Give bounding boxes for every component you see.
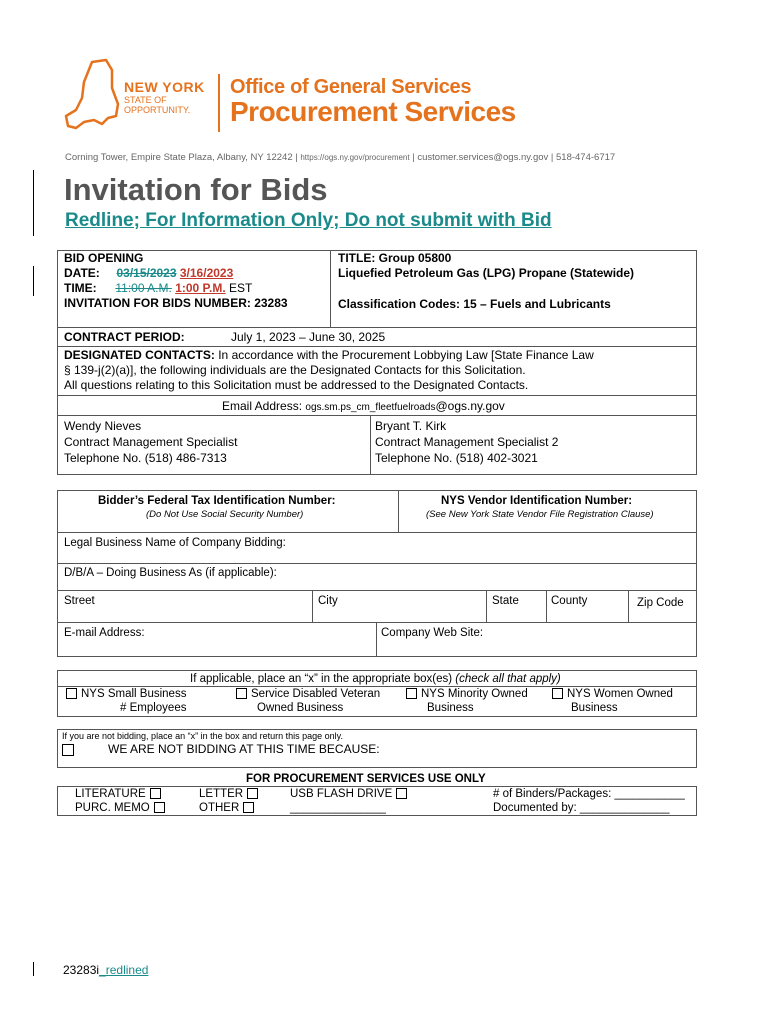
other-option: [199, 801, 258, 815]
option-line1: Service Disabled Veteran: [251, 688, 381, 700]
divider: [57, 327, 697, 328]
redline-note: Redline; For Information Only; Do not submit with Bid: [65, 210, 552, 231]
instruction-italic: (check all that apply): [455, 673, 561, 685]
letter-option: [199, 787, 262, 801]
contact-phone: Telephone No. (518) 402-3021: [375, 451, 538, 465]
option-line1: NYS Women Owned: [567, 688, 673, 700]
state-field[interactable]: State: [492, 595, 519, 607]
ny-tagline-line2: OPPORTUNITY.: [124, 105, 191, 115]
divider: [57, 622, 697, 623]
minority-checkbox[interactable]: [406, 688, 417, 699]
contact-card-2: [375, 418, 558, 466]
page-title: Invitation for Bids: [64, 172, 328, 207]
vendor-id-note: (See New York State Vendor File Registration Clause): [426, 509, 654, 520]
bid-date: [64, 266, 233, 281]
purc-memo-label: PURC. MEMO: [75, 802, 150, 814]
vendor-id-label: NYS Vendor Identification Number:: [441, 495, 633, 507]
literature-label: LITERATURE: [75, 788, 146, 800]
email-local[interactable]: ogs.sm.ps_cm_fleetfuelroads: [305, 402, 436, 413]
divider: [57, 532, 697, 533]
revision-bar: [33, 170, 34, 236]
email-field[interactable]: E-mail Address:: [64, 627, 145, 639]
designated-text-2: § 139-j(2)(a)], the following individuals are the Designated Contacts for this Solicitation.: [64, 363, 526, 377]
revision-bar: [33, 962, 34, 976]
office-use-heading: FOR PROCUREMENT SERVICES USE ONLY: [246, 773, 486, 785]
bid-time: [64, 281, 252, 296]
veteran-checkbox[interactable]: [236, 688, 247, 699]
contact-name: Bryant T. Kirk: [375, 419, 447, 433]
divider: [628, 590, 629, 622]
address-text: Corning Tower, Empire State Plaza, Albany, NY 12242 |: [65, 152, 298, 163]
ny-tagline-line1: STATE OF: [124, 95, 167, 105]
divider: [312, 590, 313, 622]
letter-label: LETTER: [199, 788, 244, 800]
time-label: TIME:: [64, 281, 97, 295]
divider: [376, 622, 377, 657]
designated-text-3: All questions relating to this Solicitation must be addressed to the Designated Contacts.: [64, 378, 529, 392]
classification-codes: Classification Codes: 15 – Fuels and Lubricants: [338, 297, 611, 311]
bid-title-description: Liquefied Petroleum Gas (LPG) Propane (Statewide): [338, 266, 635, 280]
divider: [370, 415, 371, 475]
divider: [57, 346, 697, 347]
women-checkbox[interactable]: [552, 688, 563, 699]
procurement-link[interactable]: https://ogs.ny.gov/procurement: [300, 153, 410, 162]
option-small-business: [62, 687, 186, 715]
option-line2: Business: [571, 702, 618, 714]
not-bidding-checkbox[interactable]: [62, 744, 74, 756]
contact-title: Contract Management Specialist: [64, 435, 238, 449]
contact-phone: Telephone No. (518) 486-7313: [64, 451, 227, 465]
option-line1: NYS Small Business: [81, 688, 187, 700]
usb-blank[interactable]: _______________: [290, 802, 386, 814]
date-new: 3/16/2023: [179, 266, 234, 280]
option-line2: # Employees: [120, 702, 187, 714]
divider: [57, 395, 697, 396]
not-bidding-instruction: If you are not bidding, place an “x” in the box and return this page only.: [62, 731, 344, 741]
designated-label: DESIGNATED CONTACTS:: [64, 348, 215, 362]
bid-title: TITLE: Group 05800: [338, 251, 452, 265]
date-label: DATE:: [64, 266, 100, 280]
org-division: Procurement Services: [230, 96, 516, 127]
county-field[interactable]: County: [551, 595, 588, 607]
date-old: 03/15/2023: [116, 266, 177, 280]
tax-id-note: (Do Not Use Social Security Number): [146, 509, 304, 520]
other-label: OTHER: [199, 802, 240, 814]
zip-field[interactable]: Zip Code: [637, 597, 684, 609]
divider: [398, 490, 399, 532]
divider: [57, 590, 697, 591]
option-veteran: [232, 687, 380, 715]
usb-option: [290, 787, 411, 801]
contact-name: Wendy Nieves: [64, 419, 142, 433]
city-field[interactable]: City: [318, 595, 338, 607]
contact-line: [65, 152, 615, 163]
revision-bar: [33, 266, 34, 296]
dba-field[interactable]: D/B/A – Doing Business As (if applicable):: [64, 567, 277, 579]
contact-title: Contract Management Specialist 2: [375, 435, 559, 449]
other-checkbox[interactable]: [243, 802, 254, 813]
business-type-instruction: [190, 672, 561, 686]
divider: [57, 415, 697, 416]
ifb-number: INVITATION FOR BIDS NUMBER: 23283: [64, 296, 288, 310]
small-business-checkbox[interactable]: [66, 688, 77, 699]
website-field[interactable]: Company Web Site:: [381, 627, 484, 639]
ny-state-tagline: [124, 95, 190, 115]
time-old: 11:00 A.M.: [115, 281, 172, 295]
literature-checkbox[interactable]: [150, 788, 161, 799]
letter-checkbox[interactable]: [247, 788, 258, 799]
instruction-text: If applicable, place an “x” in the appropriate box(es): [190, 673, 453, 685]
ny-state-name: NEW YORK: [124, 79, 205, 95]
binders-field[interactable]: # of Binders/Packages: ___________: [493, 788, 685, 800]
option-line1: NYS Minority Owned: [421, 688, 528, 700]
option-women: [548, 687, 673, 715]
org-name: Office of General Services: [230, 76, 472, 98]
documented-field[interactable]: Documented by: ______________: [493, 802, 670, 814]
usb-checkbox[interactable]: [396, 788, 407, 799]
designated-text-1: In accordance with the Procurement Lobbying Law [State Finance Law: [214, 348, 594, 362]
purc-memo-checkbox[interactable]: [154, 802, 165, 813]
divider: [330, 250, 331, 327]
doc-suffix: _redlined: [99, 963, 149, 977]
email-domain[interactable]: @ogs.ny.gov: [435, 399, 505, 413]
time-new: 1:00 P.M.: [175, 281, 226, 295]
logo-divider: [218, 74, 220, 132]
legal-name-field[interactable]: Legal Business Name of Company Bidding:: [64, 537, 286, 549]
ny-state-map-icon: [62, 58, 124, 142]
option-line2: Business: [427, 702, 474, 714]
footer-doc-id: [63, 963, 148, 977]
contact-card-1: [64, 418, 237, 466]
divider: [57, 563, 697, 564]
time-zone: EST: [229, 281, 253, 295]
usb-label: USB FLASH DRIVE: [290, 788, 393, 800]
option-line2: Owned Business: [257, 702, 344, 714]
literature-option: [75, 787, 165, 801]
divider: [486, 590, 487, 622]
bid-opening-label: BID OPENING: [64, 251, 144, 265]
email-label: Email Address:: [222, 399, 303, 413]
divider: [546, 590, 547, 622]
purc-memo-option: [75, 801, 169, 815]
contract-period-label: CONTRACT PERIOD:: [64, 330, 185, 344]
not-bidding-statement: WE ARE NOT BIDDING AT THIS TIME BECAUSE:: [108, 742, 380, 756]
designated-contacts-text: [64, 348, 594, 363]
tax-id-label: Bidder’s Federal Tax Identification Number:: [98, 495, 336, 507]
doc-id: 23283i: [63, 963, 100, 977]
contract-period-value: July 1, 2023 – June 30, 2025: [231, 330, 386, 344]
contact-info: | customer.services@ogs.ny.gov | 518-474-6717: [412, 152, 616, 163]
street-field[interactable]: Street: [64, 595, 95, 607]
designated-email: [222, 399, 505, 415]
option-minority: [402, 687, 528, 715]
